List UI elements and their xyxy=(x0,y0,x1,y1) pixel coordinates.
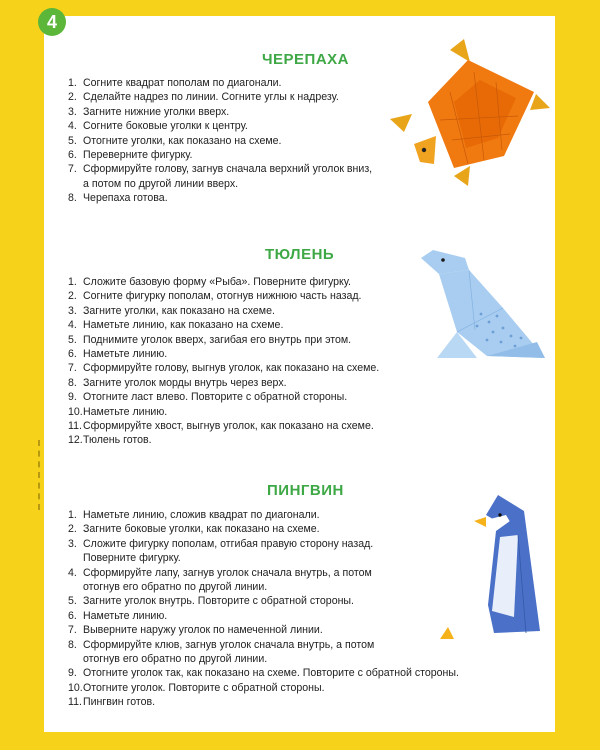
step-item xyxy=(68,376,379,390)
step-number: 7. xyxy=(68,362,77,375)
step-text: Отогните уголок. Повторите с обратной стороны. xyxy=(83,681,325,694)
step-item xyxy=(68,405,379,419)
step-text: Сделайте надрез по линии. Согните углы к надрезу. xyxy=(83,91,339,104)
step-text: Наметьте линию, как показано на схеме. xyxy=(83,319,284,332)
step-number: 5. xyxy=(68,134,77,147)
step-number: 6. xyxy=(68,609,77,622)
step-text: Наметьте линию, сложив квадрат по диагонали. xyxy=(83,509,320,521)
step-item xyxy=(68,148,372,162)
step-number: 1. xyxy=(68,509,77,521)
step-text: Загните нижние уголки вверх. xyxy=(83,105,230,118)
page-number-badge: 4 xyxy=(38,8,66,36)
steps-list xyxy=(68,508,459,710)
step-number: 10. xyxy=(68,681,83,694)
step-number: 7. xyxy=(68,624,77,637)
step-item xyxy=(68,90,372,104)
step-text-continued: а потом по другой линии вверх. xyxy=(83,177,239,190)
step-text: Отогните уголок так, как показано на схеме. Повторите с обратной стороны. xyxy=(83,667,459,680)
step-item xyxy=(68,105,372,119)
step-item xyxy=(68,681,459,695)
step-text: Загните уголки, как показано на схеме. xyxy=(83,304,275,317)
step-number: 10. xyxy=(68,405,83,418)
step-number: 1. xyxy=(68,276,77,288)
step-text-continued: Поверните фигурку. xyxy=(83,552,181,565)
step-number: 12. xyxy=(68,434,83,447)
step-text: Сформируйте хвост, выгнув уголок, как показано на схеме. xyxy=(83,420,374,433)
origami-penguin-illustration xyxy=(434,491,544,641)
step-item xyxy=(68,522,459,536)
step-item xyxy=(68,347,379,361)
step-text: Согните боковые уголки к центру. xyxy=(83,120,248,133)
step-text: Сформируйте клюв, загнув уголок сначала внутрь, а потом xyxy=(83,638,375,651)
step-item xyxy=(68,390,379,404)
step-item xyxy=(68,566,459,595)
step-item xyxy=(68,191,372,205)
step-item xyxy=(68,361,379,375)
step-text: Загните уголок внутрь. Повторите с обратной стороны. xyxy=(83,595,354,608)
steps-list xyxy=(68,76,372,206)
step-item xyxy=(68,638,459,667)
step-item xyxy=(68,275,379,289)
step-item xyxy=(68,333,379,347)
step-number: 4. xyxy=(68,120,77,133)
step-text: Сформируйте голову, загнув сначала верхний уголок вниз, xyxy=(83,163,373,176)
steps-list xyxy=(68,275,379,448)
step-number: 9. xyxy=(68,391,77,404)
step-text-continued: отогнув его обратно по другой линии. xyxy=(83,581,268,594)
step-number: 6. xyxy=(68,348,77,361)
step-item xyxy=(68,594,459,608)
step-number: 2. xyxy=(68,91,77,104)
step-number: 11. xyxy=(68,420,82,433)
decorative-dashed-line xyxy=(38,440,40,510)
step-text: Пингвин готов. xyxy=(83,696,156,709)
step-text: Сформируйте лапу, загнув уголок сначала внутрь, а потом xyxy=(83,566,372,579)
origami-turtle-illustration xyxy=(384,36,554,186)
step-number: 11. xyxy=(68,696,82,709)
step-text: Сформируйте голову, выгнув уголок, как показано на схеме. xyxy=(83,362,380,375)
step-number: 7. xyxy=(68,163,77,176)
step-number: 9. xyxy=(68,667,77,680)
step-number: 4. xyxy=(68,319,77,332)
step-item xyxy=(68,119,372,133)
step-item xyxy=(68,162,372,191)
step-text: Загните уголок морды внутрь через верх. xyxy=(83,376,287,389)
step-number: 5. xyxy=(68,595,77,608)
step-number: 6. xyxy=(68,149,77,162)
step-text: Отогните уголки, как показано на схеме. xyxy=(83,134,282,147)
step-item xyxy=(68,419,379,433)
step-number: 5. xyxy=(68,333,77,346)
step-text: Сложите базовую форму «Рыба». Поверните фигурку. xyxy=(83,276,351,288)
step-item xyxy=(68,695,459,709)
step-text: Сложите фигурку пополам, отгибая правую сторону назад. xyxy=(83,537,374,550)
step-item xyxy=(68,666,459,680)
step-text-continued: отогнув его обратно по другой линии. xyxy=(83,653,268,666)
step-item xyxy=(68,508,459,522)
step-number: 4. xyxy=(68,566,77,579)
step-item xyxy=(68,318,379,332)
step-item xyxy=(68,134,372,148)
section-title: ТЮЛЕНЬ xyxy=(265,246,335,263)
step-number: 8. xyxy=(68,192,77,205)
step-text: Черепаха готова. xyxy=(83,192,168,205)
step-number: 2. xyxy=(68,290,77,303)
step-number: 2. xyxy=(68,523,77,536)
step-number: 3. xyxy=(68,304,77,317)
instruction-page xyxy=(44,16,555,732)
step-text: Загните боковые уголки, как показано на схеме. xyxy=(83,523,320,536)
step-item xyxy=(68,304,379,318)
step-text: Наметьте линию. xyxy=(83,609,168,622)
step-text: Наметьте линию. xyxy=(83,348,168,361)
step-text: Выверните наружу уголок по намеченной линии. xyxy=(83,624,323,637)
step-text: Согните квадрат пополам по диагонали. xyxy=(83,77,282,89)
step-item xyxy=(68,289,379,303)
step-text: Согните фигурку пополам, отогнув нижнюю часть назад. xyxy=(83,290,362,303)
step-item xyxy=(68,537,459,566)
step-text: Наметьте линию. xyxy=(83,405,168,418)
step-text: Поднимите уголок вверх, загибая его внутрь при этом. xyxy=(83,333,352,346)
step-number: 8. xyxy=(68,376,77,389)
step-number: 3. xyxy=(68,537,77,550)
step-text: Отогните ласт влево. Повторите с обратной стороны. xyxy=(83,391,348,404)
step-number: 3. xyxy=(68,105,77,118)
section-title: ЧЕРЕПАХА xyxy=(262,51,350,68)
step-item xyxy=(68,76,372,90)
step-number: 1. xyxy=(68,77,77,89)
step-text: Переверните фигурку. xyxy=(83,149,193,162)
step-number: 8. xyxy=(68,638,77,651)
step-item xyxy=(68,609,459,623)
section-title: ПИНГВИН xyxy=(267,482,344,499)
origami-seal-illustration xyxy=(417,246,547,371)
step-text: Тюлень готов. xyxy=(83,434,152,447)
step-item xyxy=(68,623,459,637)
step-item xyxy=(68,433,379,447)
